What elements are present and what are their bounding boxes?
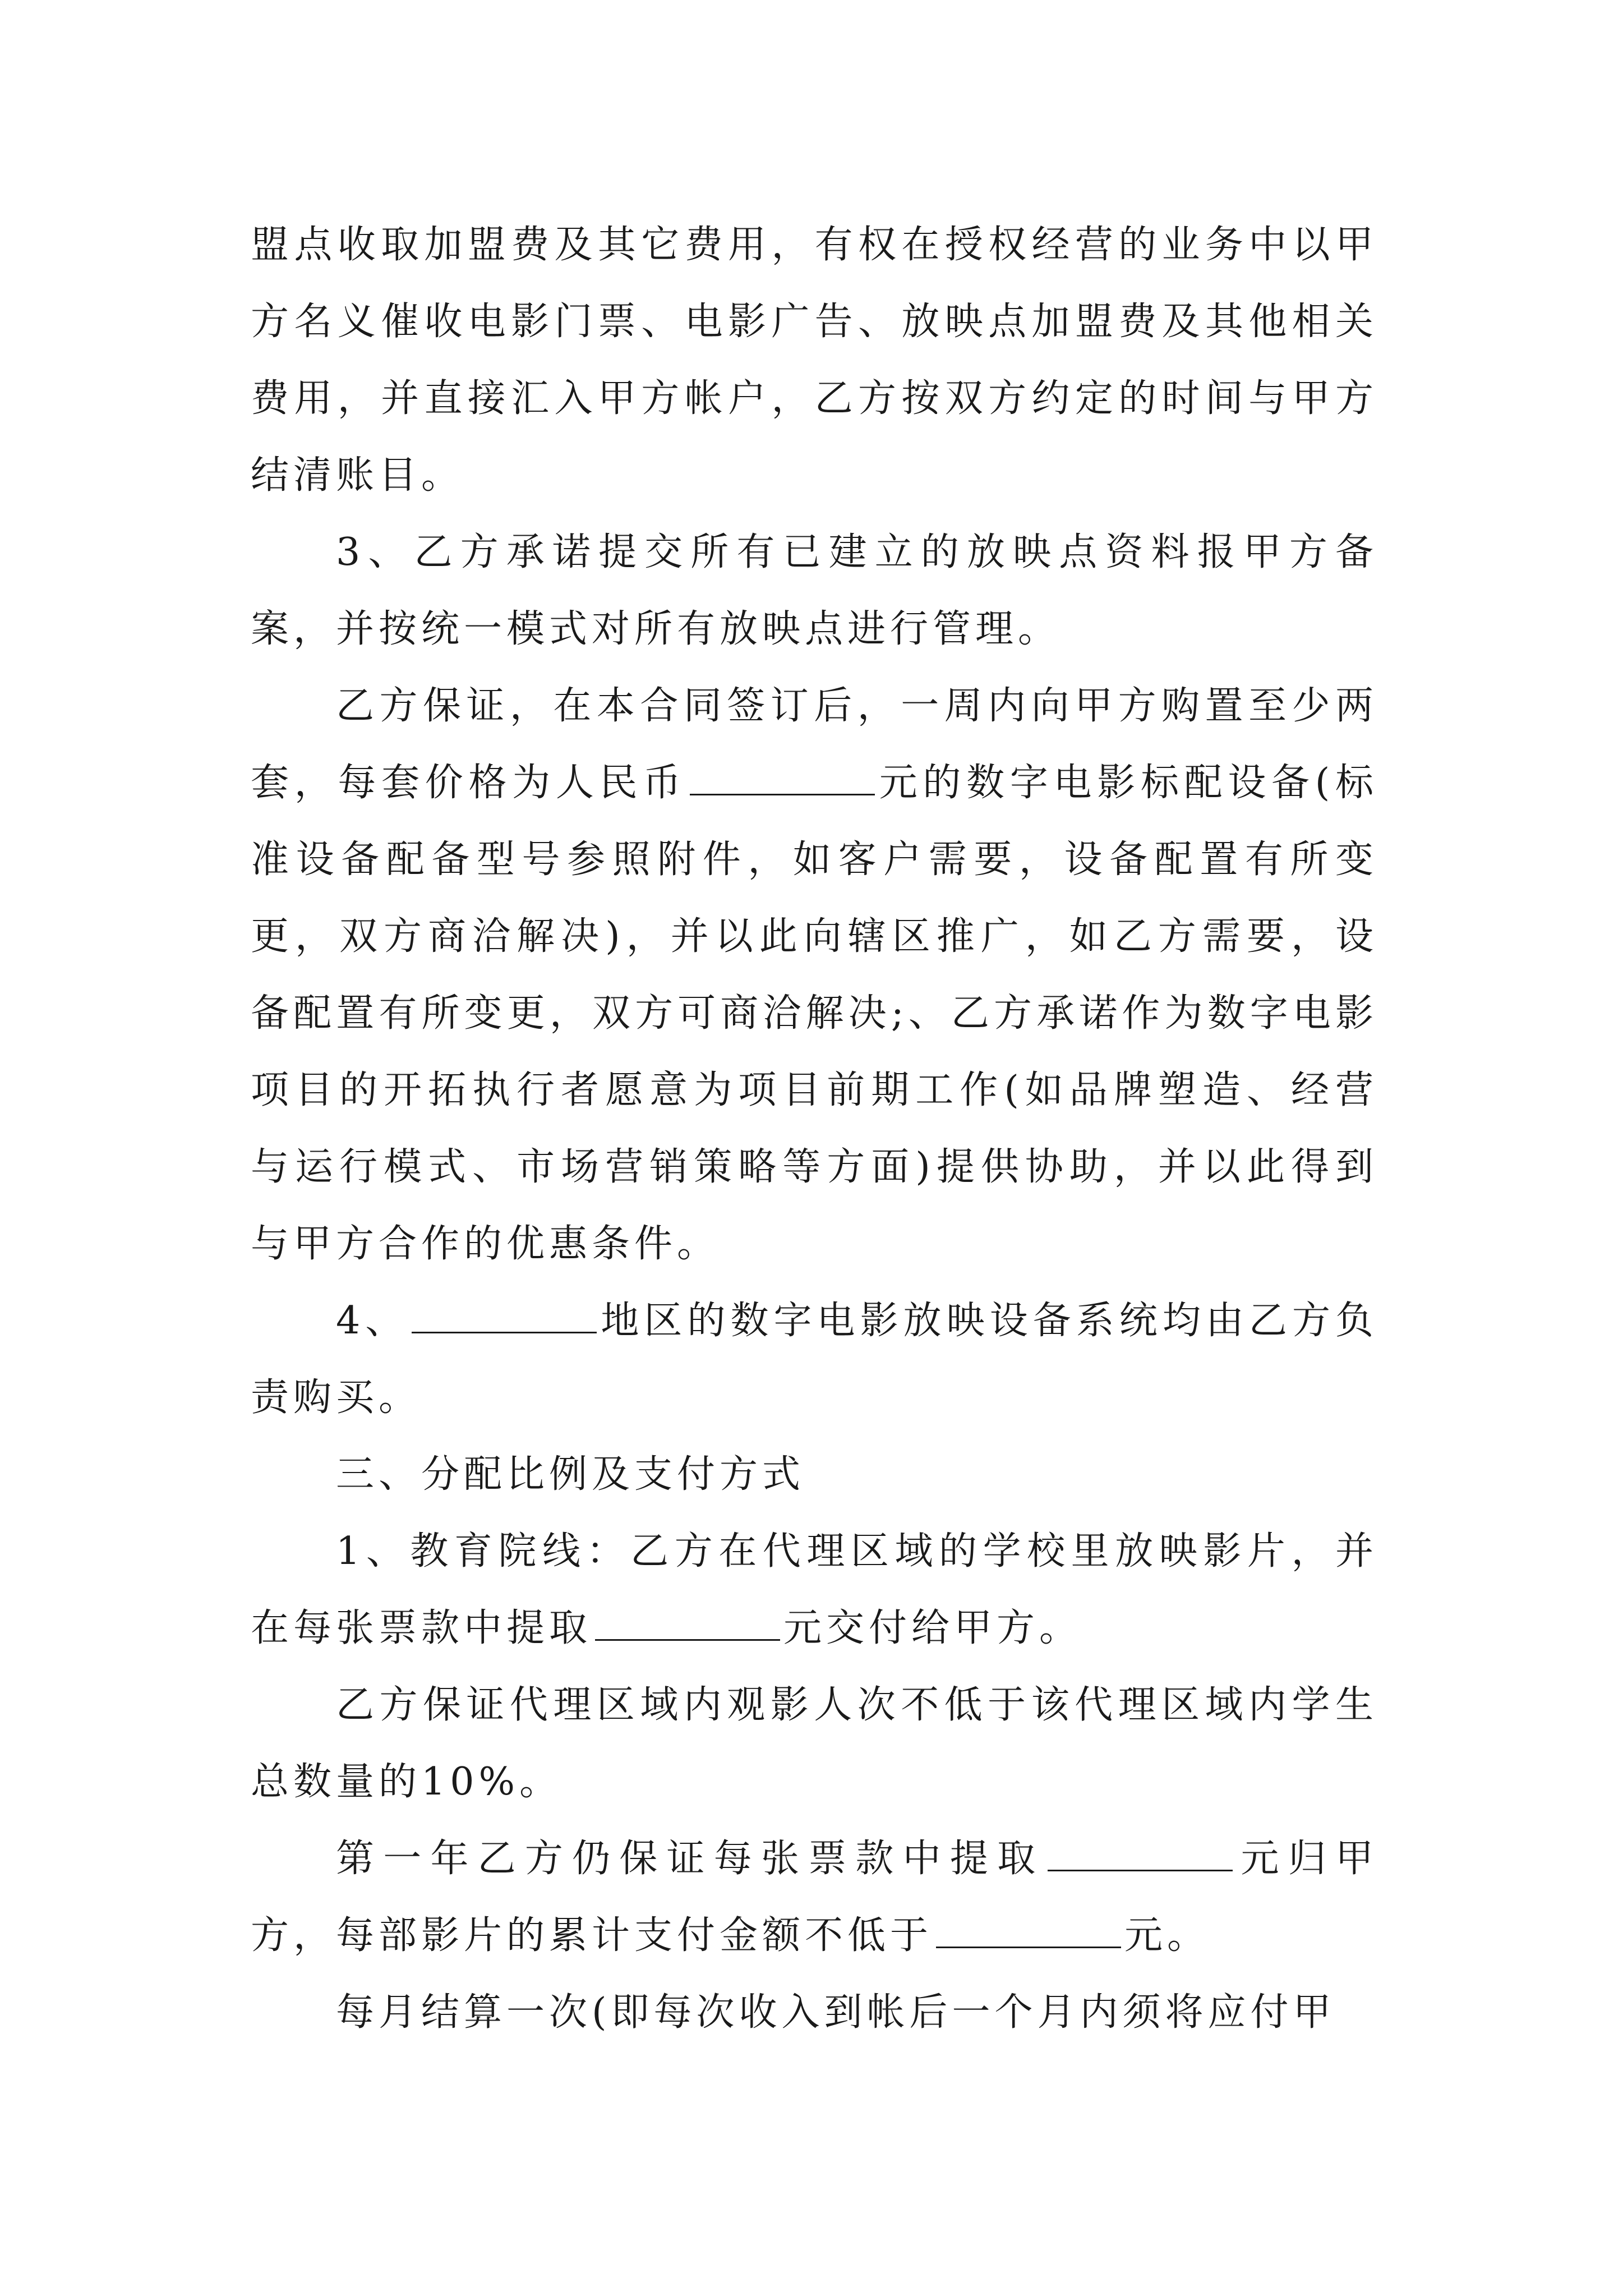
paragraph-9-text: 每月结算一次(即每次收入到帐后一个月内须将应付甲 bbox=[336, 1990, 1336, 2035]
paragraph-4-text-a: 4、 bbox=[336, 1299, 409, 1343]
paragraph-2 bbox=[251, 514, 1378, 668]
paragraph-8 bbox=[251, 1820, 1378, 1974]
fill-in-blank bbox=[690, 760, 875, 795]
paragraph-3 bbox=[251, 668, 1378, 1282]
fill-in-blank bbox=[1048, 1836, 1233, 1871]
paragraph-8-text-a: 第一年乙方仍保证每张票款中提取 bbox=[336, 1837, 1045, 1881]
paragraph-7 bbox=[251, 1667, 1378, 1820]
paragraph-3-text-b: 元的数字电影标配设备(标准设备配备型号参照附件，如客户需要，设备配置有所变更，双方商洽解决)，并以此向辖区推广，如乙方需要，设备配置有所变更，双方可商洽解决;、乙方承诺作为数字电影项目的开拓执行者愿意为项目前期工作(如品牌塑造、经营与运行模式、市场营销策略等方面)提供协助，并以此得到与甲方合作的优惠条件。 bbox=[251, 761, 1378, 1266]
paragraph-6 bbox=[251, 1513, 1378, 1667]
paragraph-1-text: 盟点收取加盟费及其它费用，有权在授权经营的业务中以甲方名义催收电影门票、电影广告、放映点加盟费及其他相关费用，并直接汇入甲方帐户，乙方按双方约定的时间与甲方结清账目。 bbox=[251, 223, 1378, 498]
fill-in-blank bbox=[595, 1605, 780, 1641]
paragraph-8-text-b: 元归甲方，每部影片的累计支付金额不低于 bbox=[251, 1837, 1378, 1958]
fill-in-blank bbox=[936, 1913, 1121, 1948]
paragraph-6-text-a: 1、教育院线：乙方在代理区域的学校里放映影片，并在每张票款中提取 bbox=[251, 1529, 1378, 1650]
paragraph-2-text: 3、乙方承诺提交所有已建立的放映点资料报甲方备案，并按统一模式对所有放映点进行管理。 bbox=[251, 530, 1378, 651]
paragraph-6-text-b: 元交付给甲方。 bbox=[783, 1606, 1082, 1650]
fill-in-blank bbox=[412, 1298, 597, 1333]
section-heading-text: 三、分配比例及支付方式 bbox=[336, 1452, 805, 1497]
section-heading bbox=[251, 1436, 1378, 1513]
paragraph-9 bbox=[251, 1974, 1378, 2051]
paragraph-7-text: 乙方保证代理区域内观影人次不低于该代理区域内学生总数量的10%。 bbox=[251, 1683, 1378, 1804]
paragraph-4-text-b: 地区的数字电影放映设备系统均由乙方负责购买。 bbox=[251, 1299, 1378, 1420]
document-body bbox=[251, 206, 1378, 2051]
paragraph-3-text-a: 乙方保证，在本合同签订后，一周内向甲方购置至少两套，每套价格为人民币 bbox=[251, 684, 1378, 805]
paragraph-1 bbox=[251, 206, 1378, 514]
paragraph-4 bbox=[251, 1282, 1378, 1436]
paragraph-8-text-c: 元。 bbox=[1124, 1913, 1210, 1958]
